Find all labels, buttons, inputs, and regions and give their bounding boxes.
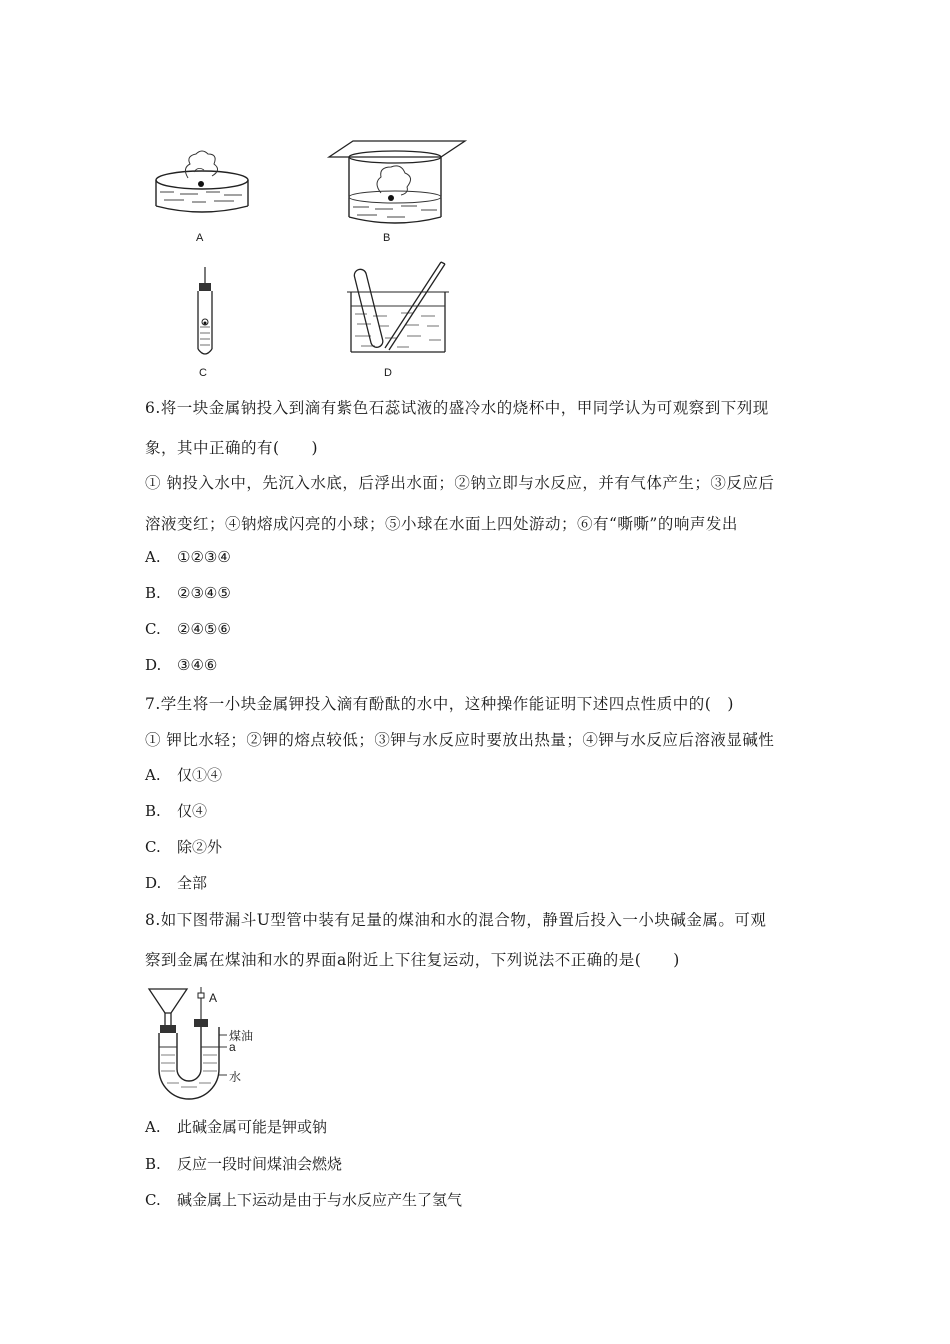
- q7-option-a[interactable]: A. 仅①④: [145, 766, 223, 784]
- q8-option-a[interactable]: A. 此碱金属可能是钾或钠: [145, 1118, 328, 1136]
- q7-option-d[interactable]: D. 全部: [145, 874, 208, 892]
- q7-conditions: ① 钾比水轻；②钾的熔点较低；③钾与水反应时要放出热量；④钾与水反应后溶液显碱性: [145, 731, 775, 749]
- q6-conditions-line2: 溶液变红；④钠熔成闪亮的小球；⑤小球在水面上四处游动；⑥有“嘶嘶”的响声发出: [145, 515, 738, 533]
- q8-option-c[interactable]: C. 碱金属上下运动是由于与水反应产生了氢气: [145, 1191, 463, 1209]
- figure-label-a: A: [196, 232, 204, 244]
- figure-label-b: B: [383, 232, 391, 244]
- q8-stem-line2: 察到金属在煤油和水的界面a附近上下往复运动，下列说法不正确的是( ): [145, 951, 680, 969]
- u-tube-label-top: A: [209, 991, 218, 1005]
- q7-option-b[interactable]: B. 仅④: [145, 802, 208, 820]
- q6-option-d[interactable]: D. ③④⑥: [145, 656, 218, 674]
- q6-option-a[interactable]: A. ①②③④: [145, 548, 231, 566]
- q7-option-c[interactable]: C. 除②外: [145, 838, 223, 856]
- q8-option-b[interactable]: B. 反应一段时间煤油会燃烧: [145, 1155, 343, 1173]
- q6-option-c[interactable]: C. ②④⑤⑥: [145, 620, 231, 638]
- q6-conditions-line1: ① 钠投入水中，先沉入水底，后浮出水面；②钠立即与水反应，并有气体产生；③反应后: [145, 474, 775, 492]
- figure-label-d: D: [384, 367, 392, 379]
- figure-a-dish: [150, 148, 260, 228]
- u-tube-label-kerosene: 煤油: [229, 1029, 254, 1043]
- figure-b-beaker: [325, 135, 470, 230]
- q8-stem-line1: 8.如下图带漏斗U型管中装有足量的煤油和水的混合物，静置后投入一小块碱金属。可观: [145, 911, 767, 929]
- q6-stem-line1: 6.将一块金属钠投入到滴有紫色石蕊试液的盛冷水的烧杯中，甲同学认为可观察到下列现: [145, 399, 769, 417]
- figure-label-c: C: [199, 367, 207, 379]
- figure-d-beaker: [345, 258, 455, 358]
- q7-stem: 7.学生将一小块金属钾投入滴有酚酞的水中，这种操作能证明下述四点性质中的( ): [145, 695, 734, 713]
- q6-stem-line2: 象，其中正确的有( ): [145, 439, 319, 457]
- u-tube-label-interface: a: [229, 1040, 236, 1054]
- u-tube-label-water: 水: [229, 1070, 242, 1084]
- q6-option-b[interactable]: B. ②③④⑤: [145, 584, 231, 602]
- figure-c-test-tube: [190, 265, 220, 360]
